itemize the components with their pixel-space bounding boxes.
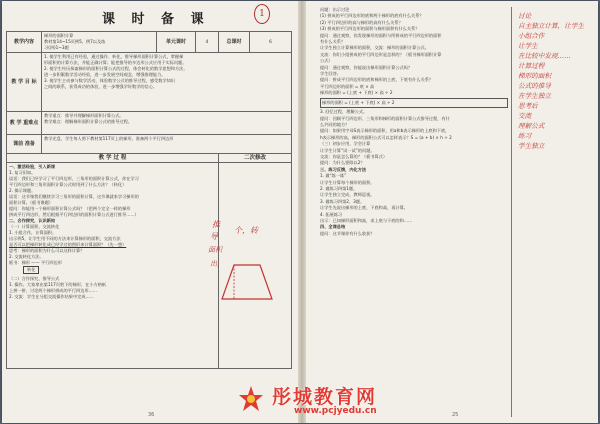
key-label: 教 学 重难点 [7,112,42,135]
process-line: 1. 小组合作，计算面积。 [9,230,57,235]
text-line: 3. 回忆过程，理解公式。 [320,109,368,115]
process-line: （二）合作探究，推导公式 [9,276,60,281]
handwritten-note: 让学生 [518,42,538,50]
text-line: 交流：你们小组拼成的平行四边形是怎样的？（板书梯形面积计算 [320,51,442,57]
prep-cell: 教学光盘、学生每人剪下教材第117页上的梯形，准备两个平行四边形 [42,135,292,154]
process-header: 教 学 过 程 [7,154,219,163]
process-line: 谈话：这节课我们继续学习三角形的面积计算，这节课就来学习梯形的 [9,194,139,199]
watermark-url: www.pcjyedu.cn [294,406,377,416]
process-line: 2. 交流：学生在分组交流操作结果中完成…… [9,294,94,299]
text-line: 公式） [320,58,333,64]
handwritten-note: 自主独立计算，让学生 [518,22,584,30]
process-line: 思考：梯形的面积为什么可以这样计算？ [9,248,85,253]
right-page [306,1,598,423]
text-line: 提问：回顾平行四边形、三角形和梯形的面积计算公式推导过程，有什 [320,115,450,121]
text-line: 让学生独立计算梯形的面积，交流：梯形的面积计算公式。 [320,45,429,51]
text-line: (3) 拼成的平行四边形的面积与梯形面积有什么关系？ [320,26,420,32]
text-line: 让学生计算每个梯形的面积。 [320,179,375,185]
circled-page-marker: 1 [254,4,270,24]
key-cell [42,112,292,135]
handwritten-note: 计算过程 [518,62,545,70]
revision-sidebar [511,7,596,417]
text-line: 2. 做练习四第1题。 [320,185,358,191]
prep-row [7,135,292,154]
text-line: 让学生先说出梯形的上底、下底和高，再计算。 [320,205,408,211]
text-line: 3. 做练习四第2、3题。 [320,198,365,204]
text-line: (2) 平行四边形的高与梯形的高有什么关系？ [320,19,403,25]
process-line: 1. 复习旧知。 [9,170,36,175]
right-page-text [320,7,508,237]
text-line: (1) 拼成的平行四边形的底和两个梯形的底有什么关系？ [320,13,424,19]
goals-cell [42,53,292,112]
process-line: 1. 操作。大家拿出第117页剪下的梯形，在小方格纸 [9,282,107,287]
handwritten-note: 梯形的面积 [518,72,551,80]
key-line: 教学难点：理解梯形面积计算公式的推导过程。 [44,119,132,124]
process-line: 一、激活经验，引入新课 [9,164,56,169]
content-line: 习(四)1~3题 [44,45,69,50]
text-line: （三）初步应用，学会计算 [320,141,371,147]
watermark-logo [236,382,459,422]
total-label: 总课时 [219,32,250,53]
unit-value: 4 [196,32,219,53]
content-cell [42,32,157,53]
handwritten-note: 在学生独立 [518,92,551,100]
convert-box: 转化 [23,266,39,274]
text-line: 提问：拼成平行四边形的底和梯形的上底、下底有什么关系？ [320,77,434,83]
process-line: 谈话：我们已经学习了平行四边形、三角形的面积计算公式，你在学习 [9,176,139,181]
process-line: 面积计算。（板书课题） [9,200,53,205]
text-line: 让学生计算“试一试”的问题。 [320,147,375,153]
book-gutter [298,1,306,423]
watermark-name: 彤城教育网 [272,386,378,408]
goal-line: 1. 使学生利用已有经验，通过操作、转化，推导梯形面积计算公式，掌握梯 [44,54,184,59]
logo-mark-icon [236,384,266,414]
handwritten-note: 练习 [518,132,532,140]
goal-line: 2. 使学生经历探索梯形的面积计算公式的过程，体会转化的数学思想和方法， [44,66,188,71]
content-row [7,32,292,53]
handwritten-note: 交流 [518,112,532,120]
unit-label: 单元课时 [157,32,196,53]
formula-box: 梯形的面积 = (上底 + 下底) × 高 ÷ 2 [320,98,508,108]
book-spread [2,1,598,423]
handwritten-note: 在比较中发现…… [518,52,571,60]
page-number: 25 [452,412,459,418]
text-line: 4. 拓展练习 [320,211,343,217]
process-line: 上拼一拼，讨论两个梯形拼成的平行四边形…… [9,288,97,293]
process-line: 2. 交流转化方法。 [9,254,44,259]
text-line: 提问：这节课你有什么收获？ [320,230,375,236]
goal-line: 之间的联系，获得成功的体验，进一步增强学好数学的信心。 [44,84,158,89]
key-row [7,112,292,135]
handwritten-note: 学生独立 [518,142,545,150]
text-line: 平行四边形的面积 = 底 × 高 [320,83,375,89]
handwritten-note: 思考后 [518,102,538,110]
text-line: 梯形的面积 = (上底 + 下底) × 高 ÷ 2 [320,90,393,96]
text-line: 三、练习反馈，内化方法 [320,166,367,172]
handwritten-note: 小组合作 [518,32,545,40]
process-cell [7,163,219,369]
text-line: h表示梯形的高，梯形的面积公式可以怎样表示？S = (a + b) × h ÷ 2 [320,134,452,140]
handwritten-note: 出， [210,260,224,268]
text-line: 有什么关系？ [320,39,346,45]
text-line: 交流：你是怎么算的？（板书算式） [320,153,388,159]
content-line: 梯形的面积计算 [44,33,74,38]
goal-line: 形面积的计算方法，并能正确计算；能把推导的多边形公式应用于实际问题。 [44,60,187,65]
text-line: 提问：为什么要除以2？ [320,160,365,166]
revision-header: 二次修改 [219,154,292,163]
text-line: 学生回答。 [320,71,341,77]
process-line: 拼成平行四边形，然后根据平行四边形的面积计算公式进行推导……） [9,212,139,217]
text-line: 1. 做“练一练” [320,173,347,179]
process-line: 出示例5，让学生用不同的方法来计算梯形的面积，交流方法 [9,236,121,241]
page-title: 课 时 备 课 [102,12,210,27]
key-line: 教学重点：推导并理解梯形面积计算公式。 [44,113,124,118]
goals-label: 教 学 目 标 [7,53,42,112]
process-line: 提问：你能用一个梯形面积计算公式吗？（把两个完全一样的梯形 [9,206,131,211]
text-line: 让学生独立完成，教师巡视。 [320,192,375,198]
content-label: 教学内容 [7,32,42,53]
trapezoid-sketch [220,259,274,305]
prep-label: 课前 准备 [7,135,42,154]
process-line: 2. 揭示课题。 [9,188,36,193]
text-line: 提问：如果用字母S表示梯形的面积，用a和b表示梯形的上底和下底， [320,128,450,134]
handwritten-note: 讨论 [518,12,532,20]
handwritten-note: 导 [210,232,218,241]
handwritten-note: 个，转 [234,226,258,235]
handwritten-note: 推 [212,220,220,229]
text-line: 提问：通过观察，你发现梯形的面积与所拼成的平行四边形的面积 [320,32,442,38]
goals-row [7,53,292,112]
lesson-plan-table [6,31,292,369]
content-line: 教材第14~15页例5、例7以及练 [44,39,106,44]
goal-line: 3. 使学生主动参与数学活动，体验数学公式的推导过程，感受数学知识 [44,78,175,83]
text-line: 提问：通过观察，你能说出梯形面积计算公式吗？ [320,64,413,70]
process-line: 板书：梯形 —— 平行四边形 [9,260,62,265]
process-line: 平行四边形和三角形面积计算公式时用到了什么方法？（转化） [9,182,127,187]
handwritten-note: 面积 [208,246,222,254]
total-value: 6 [250,32,292,53]
process-header-row [7,154,292,163]
text-line: 出示：已知梯形面积和高，求上底与下底的和…… [320,218,413,223]
page-number: 36 [148,412,155,418]
text-line: 么共同的地方？ [320,121,350,127]
process-line: （一）计算面积，交流转化 [9,224,60,229]
handwritten-note: 理解公式 [518,122,545,130]
text-line: 四、全课总结 [320,224,346,230]
process-line: 是否可以把梯形转化成已经学过的图形来计算面积？（先一想） [9,242,127,247]
process-line: 二、合作探究，认识新知 [9,218,56,223]
handwritten-note: 公式的推导 [518,82,551,90]
sidebar-notes [518,11,596,151]
left-page [2,1,298,423]
text-line: 问题：出示讨论 [320,7,350,12]
goal-line: 进一步积累数学活动经验，进一步发展空间观念，增强推理能力。 [44,72,166,77]
